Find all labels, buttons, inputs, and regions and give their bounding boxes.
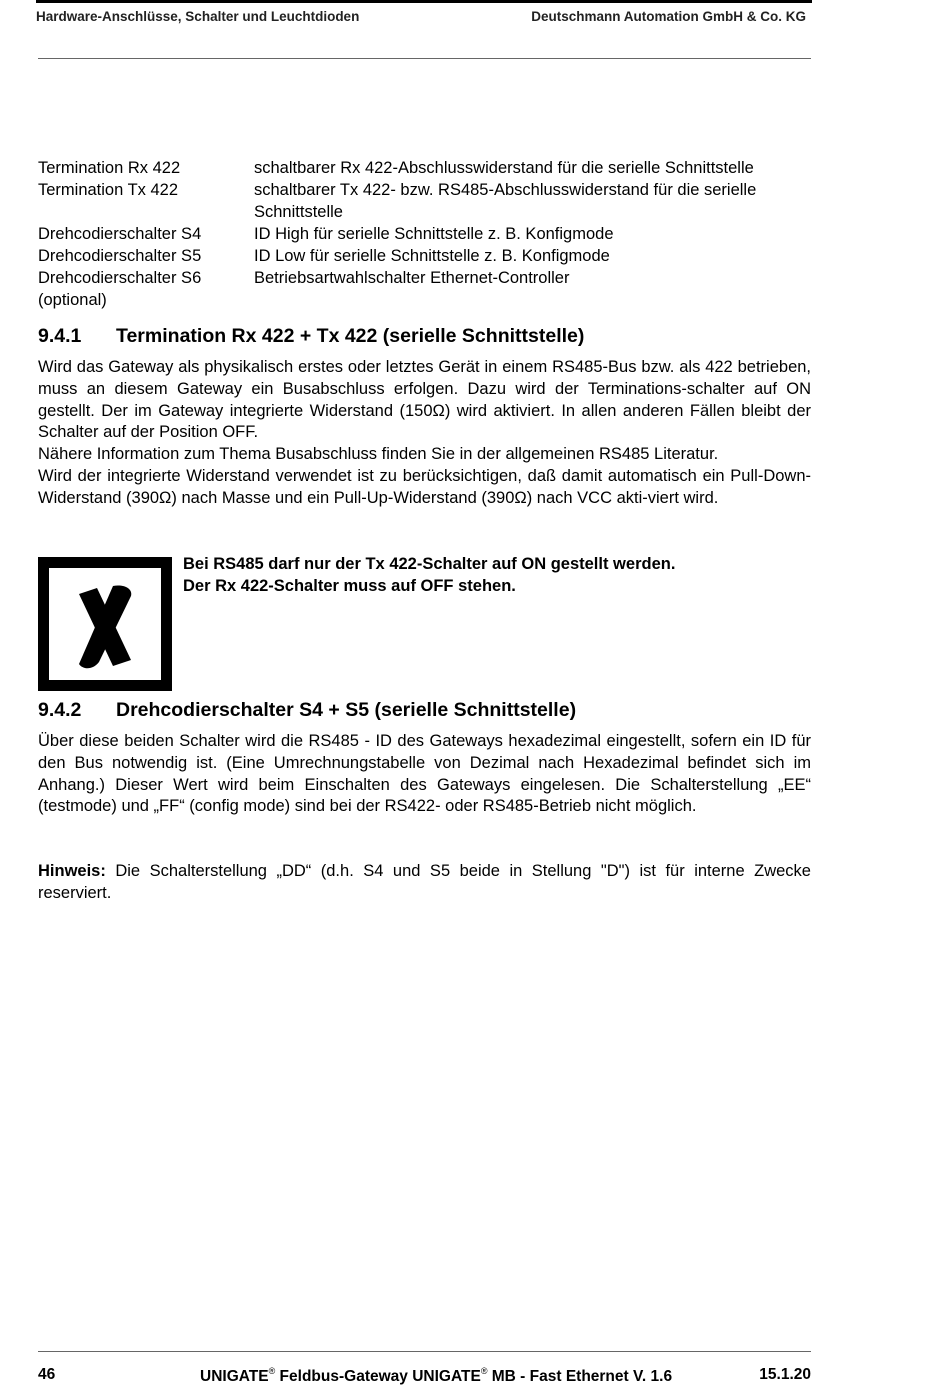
definition-row	[38, 245, 813, 267]
definition-desc: schaltbarer Rx 422-Abschlusswiderstand für die serielle Schnittstelle	[254, 159, 754, 177]
header-rule	[38, 58, 811, 59]
definition-row	[38, 157, 813, 179]
footer-date: 15.1.20	[759, 1366, 811, 1383]
definition-term: Drehcodierschalter S4	[38, 225, 202, 243]
footer-title	[200, 1366, 672, 1386]
definition-desc: schaltbarer Tx 422- bzw. RS485-Abschlusswiderstand für die serielle Schnittstelle	[254, 181, 757, 221]
page-footer	[38, 1366, 811, 1386]
header-chapter: Hardware-Anschlüsse, Schalter und Leuchtdioden	[36, 9, 360, 24]
section-number: 9.4.1	[38, 325, 82, 347]
section-title: Termination Rx 422 + Tx 422 (serielle Schnittstelle)	[116, 325, 585, 347]
page-number: 46	[38, 1366, 56, 1383]
paragraph: Über diese beiden Schalter wird die RS485 - ID des Gateways hexadezimal eingestellt, sofern ein ID für den Bus notwendig ist. (Eine Umrechnungstabelle von Dezimal nach Hexadezimal befindet sich im Anhang.) Dieser Wert wird beim Einschalten des Gateways eingelesen. Die Schalterstellung „EE“ (testmode) und „FF“ (config mode) sind bei der RS422- oder RS485-Betrieb nicht möglich.	[38, 732, 811, 816]
definition-term: Termination Rx 422	[38, 159, 181, 177]
warning-line: Bei RS485 darf nur der Tx 422-Schalter auf ON gestellt werden.	[183, 555, 676, 573]
definition-desc: Betriebsartwahlschalter Ethernet-Controller	[254, 269, 570, 287]
registered-mark: ®	[480, 1366, 488, 1376]
section-body-rotary-switch	[38, 731, 811, 818]
paragraph: Nähere Information zum Thema Busabschluss finden Sie in der allgemeinen RS485 Literatur.	[38, 445, 719, 464]
warning-text	[183, 553, 675, 597]
section-heading-rotary-switch	[38, 698, 576, 722]
hint-text: Die Schalterstellung „DD“ (d.h. S4 und S5 beide in Stellung "D") ist für interne Zwecke reserviert.	[38, 862, 811, 902]
section-body-termination	[38, 357, 811, 510]
definition-desc: ID Low für serielle Schnittstelle z. B. Konfigmode	[254, 247, 610, 265]
page-header	[36, 9, 812, 25]
definition-row	[38, 267, 813, 311]
hint-paragraph	[38, 861, 811, 905]
definition-term: Termination Tx 422	[38, 181, 179, 199]
footer-title-part: Feldbus-Gateway UNIGATE	[275, 1368, 481, 1385]
hint-note	[38, 861, 811, 905]
header-company: Deutschmann Automation GmbH & Co. KG	[531, 9, 806, 24]
paragraph: Wird das Gateway als physikalisch erstes oder letztes Gerät in einem RS485-Bus bzw. als 422 betrieben, muss an diesem Gateway ein Busabschluss erfolgen. Dazu wird der Terminations-schalter auf ON gestellt. Der im Gateway integrierte Widerstand (150Ω) wird aktiviert. In allen anderen Fällen bleibt der Schalter auf der Position OFF.	[38, 358, 811, 442]
section-number: 9.4.2	[38, 699, 82, 721]
definition-term: Drehcodierschalter S5	[38, 247, 202, 265]
section-title: Drehcodierschalter S4 + S5 (serielle Schnittstelle)	[116, 699, 577, 721]
warning-line: Der Rx 422-Schalter muss auf OFF stehen.	[183, 577, 516, 595]
definition-row	[38, 223, 813, 245]
definition-desc: ID High für serielle Schnittstelle z. B. Konfigmode	[254, 225, 614, 243]
footer-rule	[38, 1351, 811, 1352]
hint-label: Hinweis:	[38, 862, 106, 880]
definition-term: Drehcodierschalter S6 (optional)	[38, 269, 202, 309]
top-rule	[36, 0, 812, 3]
footer-title-part: UNIGATE	[200, 1368, 269, 1385]
section-heading-termination	[38, 324, 584, 348]
definition-row	[38, 179, 813, 223]
footer-title-part: MB - Fast Ethernet V. 1.6	[487, 1368, 673, 1385]
registered-mark: ®	[268, 1366, 276, 1376]
warning-cross-icon	[38, 557, 172, 691]
paragraph: Wird der integrierte Widerstand verwendet ist zu berücksichtigen, daß damit automatisch ein Pull-Down-Widerstand (390Ω) nach Masse und ein Pull-Up-Widerstand (390Ω) nach VCC akti-viert wird.	[38, 466, 811, 507]
definition-table	[38, 157, 813, 311]
